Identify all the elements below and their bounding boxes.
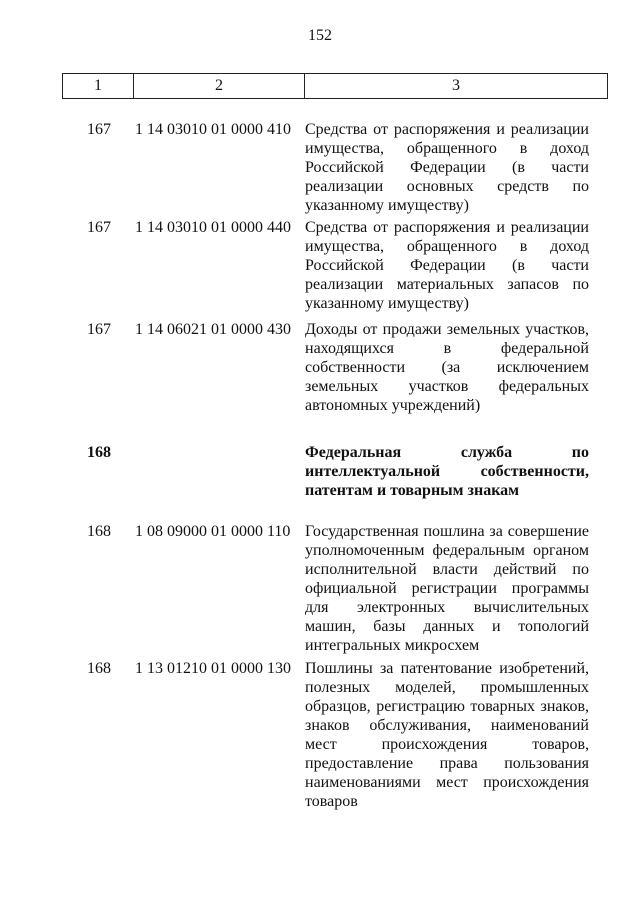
column-header-3: 3 bbox=[305, 74, 608, 99]
description-line: Средства от распоряжения и реализации bbox=[305, 121, 589, 138]
description-line: указанному имуществу) bbox=[305, 295, 469, 312]
budget-classification-code: 1 14 03010 01 0000 440 bbox=[135, 219, 291, 236]
description-line: Доходы от продажи земельных участков, bbox=[305, 321, 589, 338]
description-line: предоставление права пользования bbox=[305, 755, 589, 772]
row-number: 168 bbox=[87, 660, 111, 677]
description-line: образцов, регистрацию товарных знаков, bbox=[305, 698, 589, 715]
column-header-table bbox=[62, 73, 608, 99]
description-line: для электронных вычислительных bbox=[305, 599, 589, 616]
description-line: Средства от распоряжения и реализации bbox=[305, 219, 589, 236]
revenue-description bbox=[305, 320, 589, 415]
row-number: 168 bbox=[87, 444, 111, 461]
budget-classification-code: 1 14 03010 01 0000 410 bbox=[135, 121, 291, 138]
description-line: Российской Федерации (в части bbox=[305, 257, 589, 274]
row-number: 167 bbox=[87, 219, 111, 236]
page-number: 152 bbox=[308, 27, 332, 44]
description-line: находящихся в федеральной bbox=[305, 340, 589, 357]
row-number: 167 bbox=[87, 121, 111, 138]
description-line: знаков обслуживания, наименований bbox=[305, 717, 589, 734]
revenue-description bbox=[305, 120, 589, 215]
description-line: наименованиями мест происхождения bbox=[305, 774, 589, 791]
revenue-description bbox=[305, 443, 589, 500]
description-line: товаров bbox=[305, 793, 358, 810]
description-line: полезных моделей, промышленных bbox=[305, 679, 589, 696]
row-number: 168 bbox=[87, 523, 111, 540]
budget-classification-code: 1 14 06021 01 0000 430 bbox=[135, 321, 291, 338]
revenue-description bbox=[305, 522, 589, 655]
description-line: уполномоченным федеральным органом bbox=[305, 542, 589, 559]
revenue-description bbox=[305, 659, 589, 811]
revenue-description bbox=[305, 218, 589, 313]
description-line: мест происхождения товаров, bbox=[305, 736, 589, 753]
description-line: собственности (за исключением bbox=[305, 359, 589, 376]
description-line: патентам и товарным знакам bbox=[305, 482, 520, 499]
description-line: Российской Федерации (в части bbox=[305, 159, 589, 176]
budget-classification-code: 1 13 01210 01 0000 130 bbox=[135, 660, 291, 677]
description-line: Государственная пошлина за совершение bbox=[305, 523, 589, 540]
description-line: реализации материальных запасов по bbox=[305, 276, 589, 293]
description-line: интегральных микросхем bbox=[305, 637, 480, 654]
row-number: 167 bbox=[87, 321, 111, 338]
description-line: земельных участков федеральных bbox=[305, 378, 589, 395]
description-line: автономных учреждений) bbox=[305, 397, 481, 414]
description-line: официальной регистрации программы bbox=[305, 580, 589, 597]
column-header-row bbox=[63, 74, 608, 99]
description-line: машин, базы данных и топологий bbox=[305, 618, 589, 635]
description-line: реализации основных средств по bbox=[305, 178, 589, 195]
description-line: исполнительной власти действий по bbox=[305, 561, 589, 578]
description-line: интеллектуальной собственности, bbox=[305, 463, 589, 480]
description-line: Федеральная служба по bbox=[305, 444, 589, 461]
budget-classification-code: 1 08 09000 01 0000 110 bbox=[135, 523, 291, 540]
description-line: Пошлины за патентование изобретений, bbox=[305, 660, 589, 677]
description-line: указанному имуществу) bbox=[305, 197, 469, 214]
description-line: имущества, обращенного в доход bbox=[305, 140, 589, 157]
description-line: имущества, обращенного в доход bbox=[305, 238, 589, 255]
column-header-2: 2 bbox=[134, 74, 305, 99]
column-header-1: 1 bbox=[63, 74, 134, 99]
